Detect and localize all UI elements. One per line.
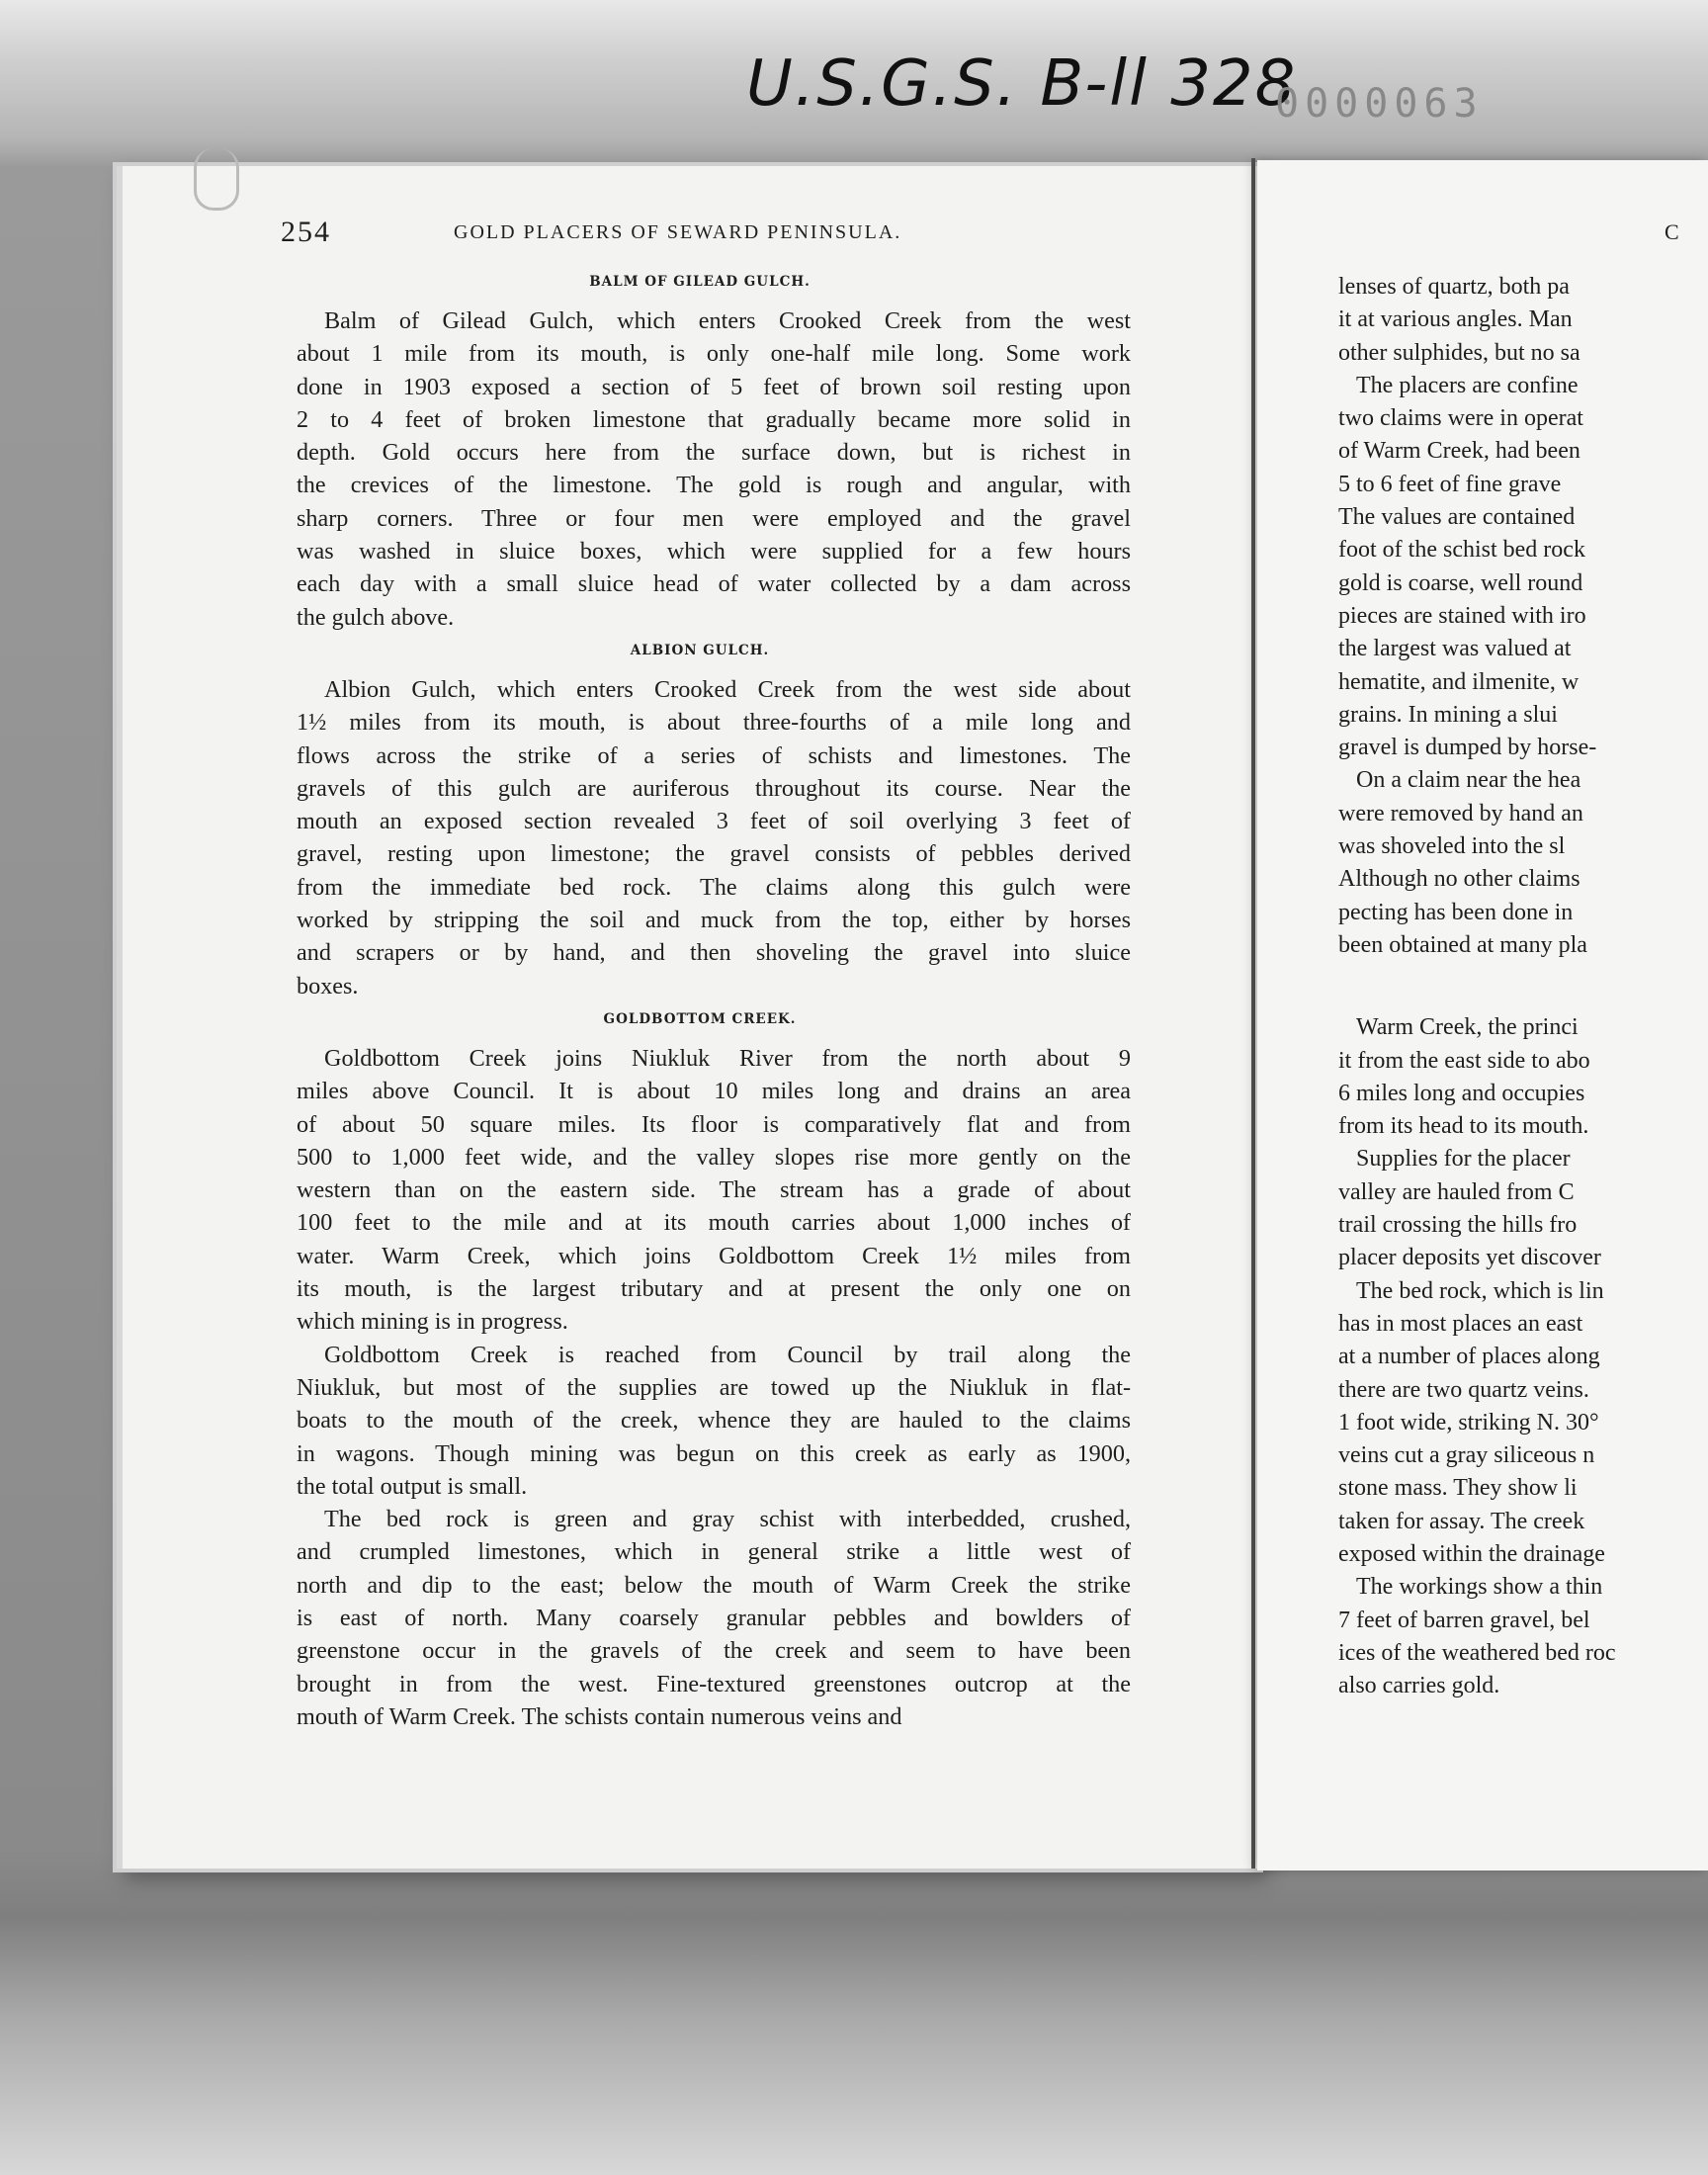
text-line: exposed within the drainage — [1338, 1540, 1605, 1567]
text-line: been obtained at many pla — [1338, 931, 1587, 958]
paragraph — [269, 304, 1131, 634]
text-line: was washed in sluice boxes, which were supplied for a few hours — [297, 538, 1131, 566]
text-line: stone mass. They show li — [1338, 1475, 1578, 1502]
page-header — [281, 216, 1131, 255]
right-page — [1257, 160, 1708, 1870]
text-line: boxes. — [297, 972, 359, 1000]
text-line: Albion Gulch, which enters Crooked Creek from the west side about — [324, 675, 1131, 703]
text-line: of about 50 square miles. Its floor is comparatively flat and from — [297, 1110, 1131, 1138]
text-line: is east of north. Many coarsely granular pebbles and bowlders of — [297, 1604, 1131, 1631]
text-line: trail crossing the hills fro — [1338, 1212, 1578, 1239]
text-line: depth. Gold occurs here from the surface down, but is richest in — [297, 439, 1131, 467]
paragraph — [269, 1503, 1131, 1733]
text-line: the crevices of the limestone. The gold is rough and angular, with — [297, 472, 1131, 499]
text-line: 6 miles long and occupies — [1338, 1080, 1585, 1106]
text-line: brought in from the west. Fine-textured greenstones outcrop at the — [297, 1670, 1131, 1697]
paragraph — [269, 1339, 1131, 1503]
text-line: grains. In mining a slui — [1338, 701, 1558, 728]
text-line: about 1 mile from its mouth, is only one-half mile long. Some work — [297, 340, 1131, 368]
text-line: it from the east side to abo — [1338, 1047, 1590, 1074]
text-line: and crumpled limestones, which in general strike a little west of — [297, 1538, 1131, 1566]
text-line: 500 to 1,000 feet wide, and the valley slopes rise more gently on the — [297, 1143, 1131, 1171]
left-page — [117, 166, 1259, 1869]
text-line: pieces are stained with iro — [1338, 602, 1586, 629]
section-heading: BALM OF GILEAD GULCH. — [589, 274, 811, 290]
text-line: water. Warm Creek, which joins Goldbottom Creek 1½ miles from — [297, 1242, 1131, 1269]
text-line: boats to the mouth of the creek, whence they are hauled to the claims — [297, 1407, 1131, 1435]
text-line: valley are hauled from C — [1338, 1178, 1575, 1205]
text-line: The workings show a thin — [1356, 1574, 1603, 1601]
text-line: gravel, resting upon limestone; the gravel consists of pebbles derived — [297, 840, 1131, 868]
text-line: The values are contained — [1338, 504, 1576, 531]
text-line: placer deposits yet discover — [1338, 1245, 1601, 1271]
text-line: in wagons. Though mining was begun on this creek as early as 1900, — [297, 1439, 1131, 1467]
text-line: 1 foot wide, striking N. 30° — [1338, 1409, 1599, 1436]
text-line: each day with a small sluice head of water collected by a dam across — [297, 570, 1131, 598]
text-line: gravels of this gulch are auriferous throughout its course. Near the — [297, 774, 1131, 802]
left-page-body — [269, 265, 1131, 1733]
text-line: sharp corners. Three or four men were employed and the gravel — [297, 504, 1131, 532]
text-line: its mouth, is the largest tributary and at present the only one on — [297, 1275, 1131, 1303]
text-line: mouth of Warm Creek. The schists contain numerous veins and — [297, 1702, 902, 1730]
text-line: Balm of Gilead Gulch, which enters Crooked Creek from the west — [324, 307, 1131, 334]
text-line: Although no other claims — [1338, 866, 1580, 893]
paper-clip-icon — [194, 148, 239, 211]
text-line: there are two quartz veins. — [1338, 1376, 1589, 1403]
text-line: the gulch above. — [297, 603, 455, 631]
text-line: hematite, and ilmenite, w — [1338, 668, 1580, 695]
text-line: 100 feet to the mile and at its mouth carries about 1,000 inches of — [297, 1209, 1131, 1237]
text-line: pecting has been done in — [1338, 899, 1574, 925]
text-line: The bed rock, which is lin — [1356, 1277, 1604, 1304]
text-line: miles above Council. It is about 10 miles long and drains an area — [297, 1078, 1131, 1105]
text-line: Niukluk, but most of the supplies are towed up the Niukluk in flat- — [297, 1373, 1131, 1401]
running-title: GOLD PLACERS OF SEWARD PENINSULA. — [454, 221, 902, 243]
text-line: at a number of places along — [1338, 1344, 1600, 1370]
handwritten-annotation: U.S.G.S. B-ll 328 — [746, 47, 1298, 121]
text-line: Warm Creek, the princi — [1356, 1014, 1579, 1041]
text-line: veins cut a gray siliceous n — [1338, 1442, 1595, 1469]
text-line: mouth an exposed section revealed 3 feet of soil overlying 3 feet of — [297, 808, 1131, 835]
text-line: which mining is in progress. — [297, 1308, 568, 1336]
text-line: flows across the strike of a series of schists and limestones. The — [297, 741, 1131, 769]
text-line: two claims were in operat — [1338, 405, 1583, 432]
block-gap — [1338, 962, 1708, 1011]
text-line: north and dip to the east; below the mouth of Warm Creek the strike — [297, 1571, 1131, 1599]
text-line: 5 to 6 feet of fine grave — [1338, 471, 1562, 497]
text-line: 2 to 4 feet of broken limestone that gradually became more solid in — [297, 405, 1131, 433]
paragraph — [269, 673, 1131, 1002]
section-heading: GOLDBOTTOM CREEK. — [603, 1010, 797, 1027]
right-page-body — [1338, 271, 1708, 1702]
text-line: greenstone occur in the gravels of the creek and seem to have been — [297, 1637, 1131, 1665]
text-line: taken for assay. The creek — [1338, 1508, 1585, 1534]
text-line: worked by stripping the soil and muck from the top, either by horses — [297, 907, 1131, 934]
section-heading: ALBION GULCH. — [630, 642, 770, 658]
text-line: also carries gold. — [1338, 1673, 1500, 1699]
page-number: 254 — [281, 216, 331, 248]
text-line: gravel is dumped by horse- — [1338, 735, 1597, 761]
stamp-number: 0000063 — [1275, 81, 1484, 127]
text-line: Goldbottom Creek joins Niukluk River from the north about 9 — [324, 1044, 1131, 1072]
text-line: gold is coarse, well round — [1338, 569, 1583, 596]
text-line: it at various angles. Man — [1338, 306, 1573, 333]
text-line: Supplies for the placer — [1356, 1146, 1571, 1173]
text-line: has in most places an east — [1338, 1310, 1583, 1337]
text-line: western than on the eastern side. The stream has a grade of about — [297, 1176, 1131, 1204]
right-running-title: C — [1665, 219, 1679, 244]
text-line: foot of the schist bed rock — [1338, 537, 1585, 564]
paragraph — [269, 1042, 1131, 1339]
text-line: 1½ miles from its mouth, is about three-fourths of a mile long and — [297, 709, 1131, 737]
text-line: Goldbottom Creek is reached from Council by trail along the — [324, 1341, 1131, 1368]
text-line: the largest was valued at — [1338, 636, 1572, 662]
text-line: other sulphides, but no sa — [1338, 339, 1580, 366]
text-line: On a claim near the hea — [1356, 767, 1581, 794]
text-line: from the immediate bed rock. The claims along this gulch were — [297, 873, 1131, 901]
text-line: and scrapers or by hand, and then shoveling the gravel into sluice — [297, 939, 1131, 967]
text-line: The bed rock is green and gray schist with interbedded, crushed, — [324, 1506, 1131, 1533]
text-line: 7 feet of barren gravel, bel — [1338, 1607, 1590, 1633]
text-line: done in 1903 exposed a section of 5 feet of brown soil resting upon — [297, 373, 1131, 400]
text-line: The placers are confine — [1356, 372, 1579, 398]
text-line: were removed by hand an — [1338, 800, 1583, 826]
text-line: was shoveled into the sl — [1338, 833, 1566, 860]
text-line: ices of the weathered bed roc — [1338, 1639, 1616, 1666]
text-line: of Warm Creek, had been — [1338, 438, 1580, 465]
book-spine — [1251, 158, 1255, 1869]
text-line: from its head to its mouth. — [1338, 1113, 1589, 1140]
text-line: lenses of quartz, both pa — [1338, 274, 1570, 300]
text-line: the total output is small. — [297, 1472, 528, 1500]
